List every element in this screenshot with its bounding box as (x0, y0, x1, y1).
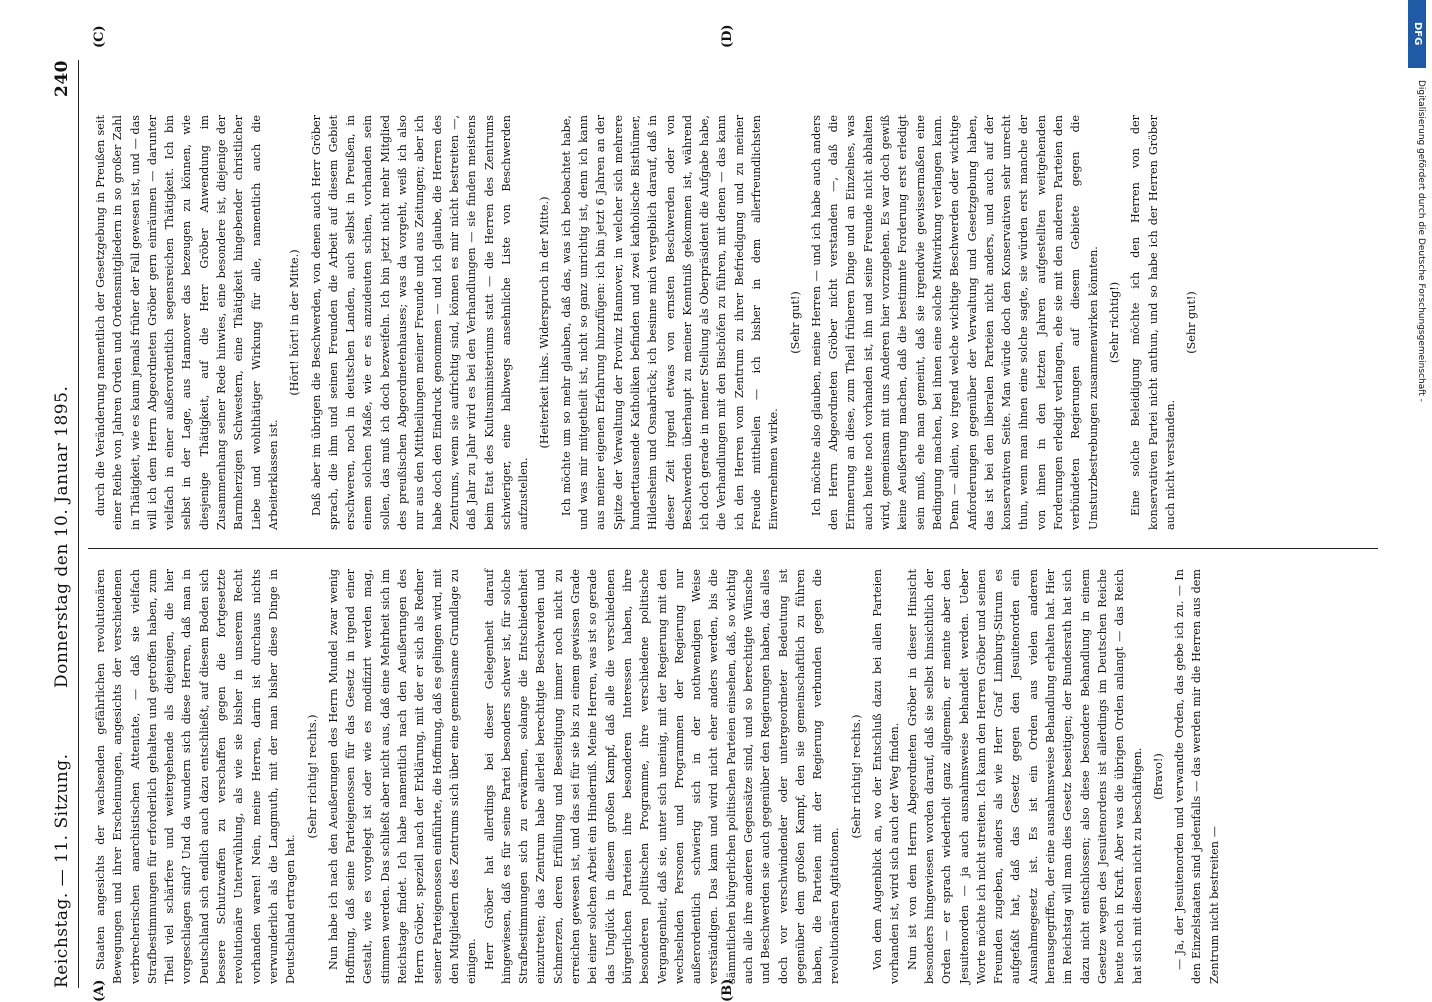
paragraph: — Ja, der Jesuitenorden und verwandte Orden, das gebe ich zu. — In den Einzelstaaten sind jedenfalls — das werden mir die Herren aus dem Zentrum nicht bestreiten — (1173, 569, 1221, 984)
paragraph: Ich möchte also glauben, meine Herren — und ich habe auch anders den Herrn Abgeordneten Gröber nicht verstanden —, daß die Erinnerung an diese, zum Theil früheren Dinge und an Einzelnes, was auch heute noch vorhanden ist, ihn und seine Freunde nicht abhalten wird, gemeinsam mit uns Anderen hier vorzugehen. Es war doch gewiß keine Aeußerung machen, daß die bestimmte Forderung erst erledigt sein muß, ehe man gemeint, daß sie irgendwie gewissermaßen eine Bedingung machen, bei ihnen eine solche Mitwirkung verlangen kann. Denn — allein, wo irgend welche wichtige Beschwerden oder wichtige Anforderungen gegenüber der Verwaltung und Gesetzgebung haben, das ist bei den liberalen Parteien nicht anders, und auch auf der konservativen Seite. Man würde doch den Konservativen sehr unrecht thun, wenn man ihnen eine solche sagte, sie würden erst manche der von ihnen in den letzten Jahren aufgestellten weitgehenden Forderungen erledigt verlangen, ehe sie mit den anderen Parteien den verbündeten Regierungen auf diesem Gebiete gegen die Umsturzbestrebungen zusammenwirken könnten. (809, 115, 1100, 530)
paragraph: Staaten angesichts der wachsenden gefährlichen revolutionären Bewegungen und ihrer Erscheinungen, angesichts der verschiedenen verbrecherischen anarchistischen Attentate, — daß sie vielfach Strafbestimmungen für erforderlich gehalten und getroffen haben, zum Theil viel schärfere und weitergehende als diejenigen, die hier vorgeschlagen sind? Und da wundern sich diese Herren, daß man in Deutschland sich endlich auch dazu entschließt, auf diesem Boden sich bessere Schutzwaffen zu verschaffen gegen die fortgesetzte revolutionäre Unterwühlung, als wie sie bisher in unserem Recht vorhanden waren! Nein, meine Herren, darin ist durchaus nichts verwunderlich als die Langmuth, mit der man bisher diese Dinge in Deutschland ertragen hat. (94, 569, 298, 984)
header-left: Reichstag. — 11. Sitzung. (52, 753, 72, 988)
header-center: Donnerstag den 10. Januar 1895. (52, 385, 72, 688)
paragraph: Ich möchte um so mehr glauben, daß das, was ich beobachtet habe, und was mir mitgetheilt ist, nicht so ganz unrichtig ist, denn ich kann aus meiner eigenen Erfahrung hinzufügen: ich bin jetzt 6 Jahren an der Spitze der Verwaltung der Provinz Hannover, in welcher sich mehrere hunderttausende Katholiken befinden und zwei katholische Bisthümer, Hildesheim und Osnabrück; ich besinne mich vergeblich darauf, daß in dieser Zeit irgend etwas von ernsten Beschwerden oder von Beschwerden überhaupt zu meiner Kenntniß gekommen ist, während ich doch gerade in meiner Stellung als Oberpräsident die Aufgabe habe, die Verhandlungen mit den Bischöfen zu führen, mit denen — das kann ich den Herren vom Zentrum zu ihrer Befriedigung und zu meiner Freude mittheilen — ich bisher in dem allerfreundlichsten Einvernehmen wirke. (559, 115, 781, 530)
interjection: (Sehr richtig!) (1107, 281, 1121, 364)
interjection: (Sehr gut!) (788, 291, 802, 354)
margin-marker-a: (A) (92, 979, 107, 1002)
left-column (92, 569, 1223, 984)
margin-marker-d: (D) (720, 24, 735, 48)
interjection: (Hört! hört! in der Mitte.) (288, 249, 302, 396)
column-divider (88, 548, 1378, 549)
margin-marker-b: (B) (720, 978, 735, 1002)
paragraph: Nun ist von dem Herrn Abgeordneten Gröber in dieser Hinsicht besonders hingewiesen worden darauf, daß sie selbst hinsichtlich der Orden — er sprach wiederholt ganz allgemein, er meinte aber den Jesuitenorden — ja auch ausnahmsweise behandelt werden. Ueber Worte möchte ich nicht streiten. Ich kann den Herren Gröber und seinen Freunden zugeben, anders als wie Herr Graf Limburg-Stirum es aufgefaßt hat, daß das Gesetz gegen den Jesuitenorden ein Ausnahmegesetz ist. Es ist ein Orden aus vielen anderen herausgegriffen, der eine ausnahmsweise Behandlung erhalten hat. Hier im Reichstag will man dies Gesetz beseitigen; der Bundesrath hat sich dazu nicht entschlossen; also diese besondere Behandlung in einem Gesetze wegen des Jesuitenordens ist allerdings im Deutschen Reiche heute noch in Kraft. Aber was die übrigen Orden anlangt — das Reich hat sich mit diesen nicht zu beschäftigen. (905, 569, 1144, 984)
interjection: (Sehr richtig! rechts.) (305, 714, 319, 839)
dfg-logo: DFG (1408, 0, 1426, 68)
header-rule (78, 60, 79, 988)
right-column (92, 115, 1204, 530)
paragraph: Von dem Augenblick an, wo der Entschluß dazu bei allen Parteien vorhanden ist, wird sich auch der Weg finden. (871, 569, 902, 984)
digitization-credit: Digitalisierung gefördert durch die Deutsche Forschungsgemeinschaft - (1416, 80, 1426, 402)
interjection: (Heiterkeit links. Widerspruch in der Mitte.) (538, 196, 552, 449)
page-number: 240 (52, 60, 72, 97)
paragraph: Nun habe ich nach den Aeußerungen des Herrn Mundel zwar wenig Hoffnung, daß seine Parteigenossen für das Gesetz in irgend einer Gestalt, wie es vorgelegt ist oder wie es modifizirt werden mag, stimmen werden. Das schließt aber nicht aus, daß eine Mehrheit sich im Reichstage findet. Ich habe namentlich nach den Aeußerungen des Herrn Gröber, speziell nach der Erklärung, mit der er sich als Redner seiner Parteigenossen einführte, die Hoffnung, daß es gelingen wird, mit den Mitgliedern des Zentrums sich über eine gemeinsame Grundlage zu einigen. (326, 569, 479, 984)
paragraph: durch die Veränderung namentlich der Gesetzgebung in Preußen seit einer Reihe von Jahren Orden und Ordensmitgliedern in so großer Zahl in Thätigkeit, wie es kaum jemals früher der Fall gewesen ist, und — das will ich dem Herrn Abgeordneten Gröber gern einräumen — darunter vielfach in einer außerordentlich segensreichen Thätigkeit. Ich bin selbst in der Lage, aus Hannover das bezeugen zu können, wie diesjenige Thätigkeit, auf die Herr Gröber Anwendung im Zusammenhang seiner Rede hinwies, eine besondere ist, diejenige der Barmherzigen Schwestern, eine Thätigkeit hingebender christlicher Liebe und wohlthätiger Wirkung für alle, namentlich auch die Arbeiterklassen ist. (94, 115, 280, 530)
interjection: (Sehr gut!) (1185, 291, 1199, 354)
paragraph: Eine solche Beleidigung möchte ich den Herren von der konservativen Partei nicht anthun, und so habe ich der Herren Gröber auch nicht verstanden. (1129, 115, 1177, 530)
margin-marker-c: (C) (92, 25, 107, 48)
paragraph: Daß aber im übrigen die Beschwerden, von denen auch Herr Gröber sprach, die ihm und seinen Freunden die Arbeit auf diesem Gebiet erschweren, noch in deutschen Landen, auch selbst in Preußen, in einem solchen Maße, wie er es anzudeuten schien, vorhanden sein sollen, das muß ich doch bezweifeln. Ich bin jetzt nicht mehr Mitglied des preußischen Abgeordnetenhauses; was da vorgeht, weiß ich also nur aus den Mittheilungen meiner Freunde und aus Zeitungen; aber ich habe doch den Eindruck genommen — und ich glaube, die Herren des Zentrums, wenn sie aufrichtig sind, können es mir nicht bestreiten —, daß Jahr zu Jahr wird es bei den Verhandlungen — sie finden meistens beim Etat des Kultusministeriums statt — die Herren des Zentrums schwieriger, eine halbwegs ansehnliche Liste von Beschwerden aufzustellen. (309, 115, 531, 530)
interjection: (Sehr richtig! rechts.) (849, 714, 863, 839)
interjection: (Bravo!) (1151, 753, 1165, 800)
paragraph: Herr Gröber hat allerdings bei dieser Gelegenheit darauf hingewiesen, daß es für seine Partei besonders schwer ist, für solche Strafbestimmungen sich zu erwärmen, solange die Entschiedenheit einzutreten; das Zentrum habe allerlei berechtigte Beschwerden und Schmerzen, deren Erfüllung und Beseitigung immer noch nicht zu erreichen gewesen ist, und das sei für sie bis zu einem gewissen Grade bei einer solchen Arbeit ein Hinderniß. Meine Herren, was ist so gerade das Unglück in diesem großen Kampf, daß alle die verschiedenen bürgerlichen Parteien ihre besonderen Interessen haben, ihre besonderen politischen Programme, ihre verschiedene politische Vergangenheit, daß sie, unter sich uneinig, mit der Regierung mit den wechselnden Personen und Programmen der Regierung nur außerordentlich schwierig sich in der nothwendigen Weise verständigen. Das kann und wird nicht eher anders werden, bis die sämmtlichen bürgerlichen politischen Parteien einsehen, daß, so wichtig auch alle ihre anderen Gegensätze sind, und so berechtigte Wünsche und Beschwerden sie auch gegenüber den Regierungen haben, das alles doch vor verschwindender oder untergeordneter Bedeutung ist gegenüber dem großen Kampf, den sie gemeinschaftlich zu führen haben, die Parteien mit der Regierung verbunden gegen die revolutionären Agitationen. (482, 569, 842, 984)
page-header (52, 60, 76, 988)
